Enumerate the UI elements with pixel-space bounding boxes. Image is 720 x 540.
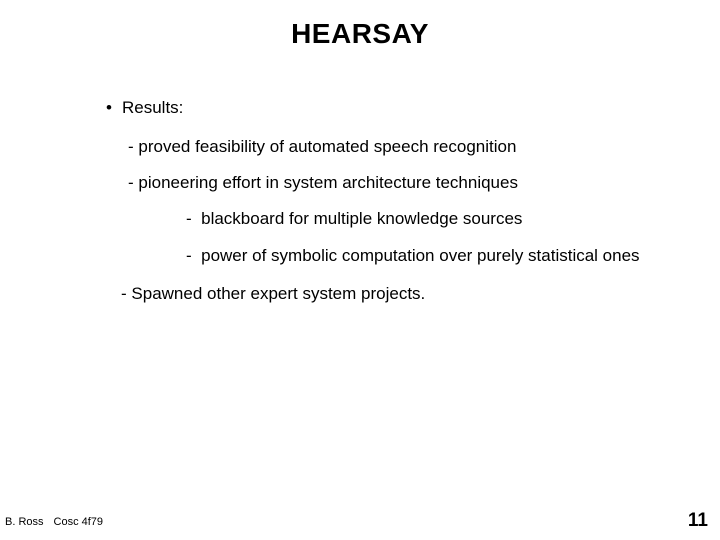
bullet-text: Results: — [122, 98, 184, 117]
sub-sub-bullet-symbolic — [186, 246, 640, 266]
footer-course: Cosc 4f79 — [53, 516, 104, 528]
sub-bullet-text: Spawned other expert system projects. — [131, 284, 426, 303]
sub-bullet-feasibility — [128, 137, 516, 157]
footer — [5, 516, 103, 528]
page-number: 11 — [687, 510, 708, 531]
sub-sub-bullet-blackboard — [186, 209, 522, 229]
bullet-dot-icon: • — [106, 98, 112, 117]
sub-sub-bullet-text: power of symbolic computation over purely statistical ones — [201, 246, 640, 265]
dash-marker: - — [128, 137, 134, 156]
dash-marker: - — [186, 209, 192, 228]
sub-bullet-text: pioneering effort in system architecture techniques — [138, 173, 518, 192]
sub-bullet-text: proved feasibility of automated speech recognition — [138, 137, 517, 156]
sub-bullet-architecture — [128, 173, 518, 193]
footer-author: B. Ross — [5, 516, 44, 528]
dash-marker: - — [186, 246, 192, 265]
bullet-results — [106, 98, 183, 118]
sub-sub-bullet-text: blackboard for multiple knowledge sources — [201, 209, 523, 228]
sub-bullet-spawned — [121, 284, 425, 304]
dash-marker: - — [128, 173, 134, 192]
dash-marker: - — [121, 284, 127, 303]
slide-title: HEARSAY — [291, 18, 429, 49]
